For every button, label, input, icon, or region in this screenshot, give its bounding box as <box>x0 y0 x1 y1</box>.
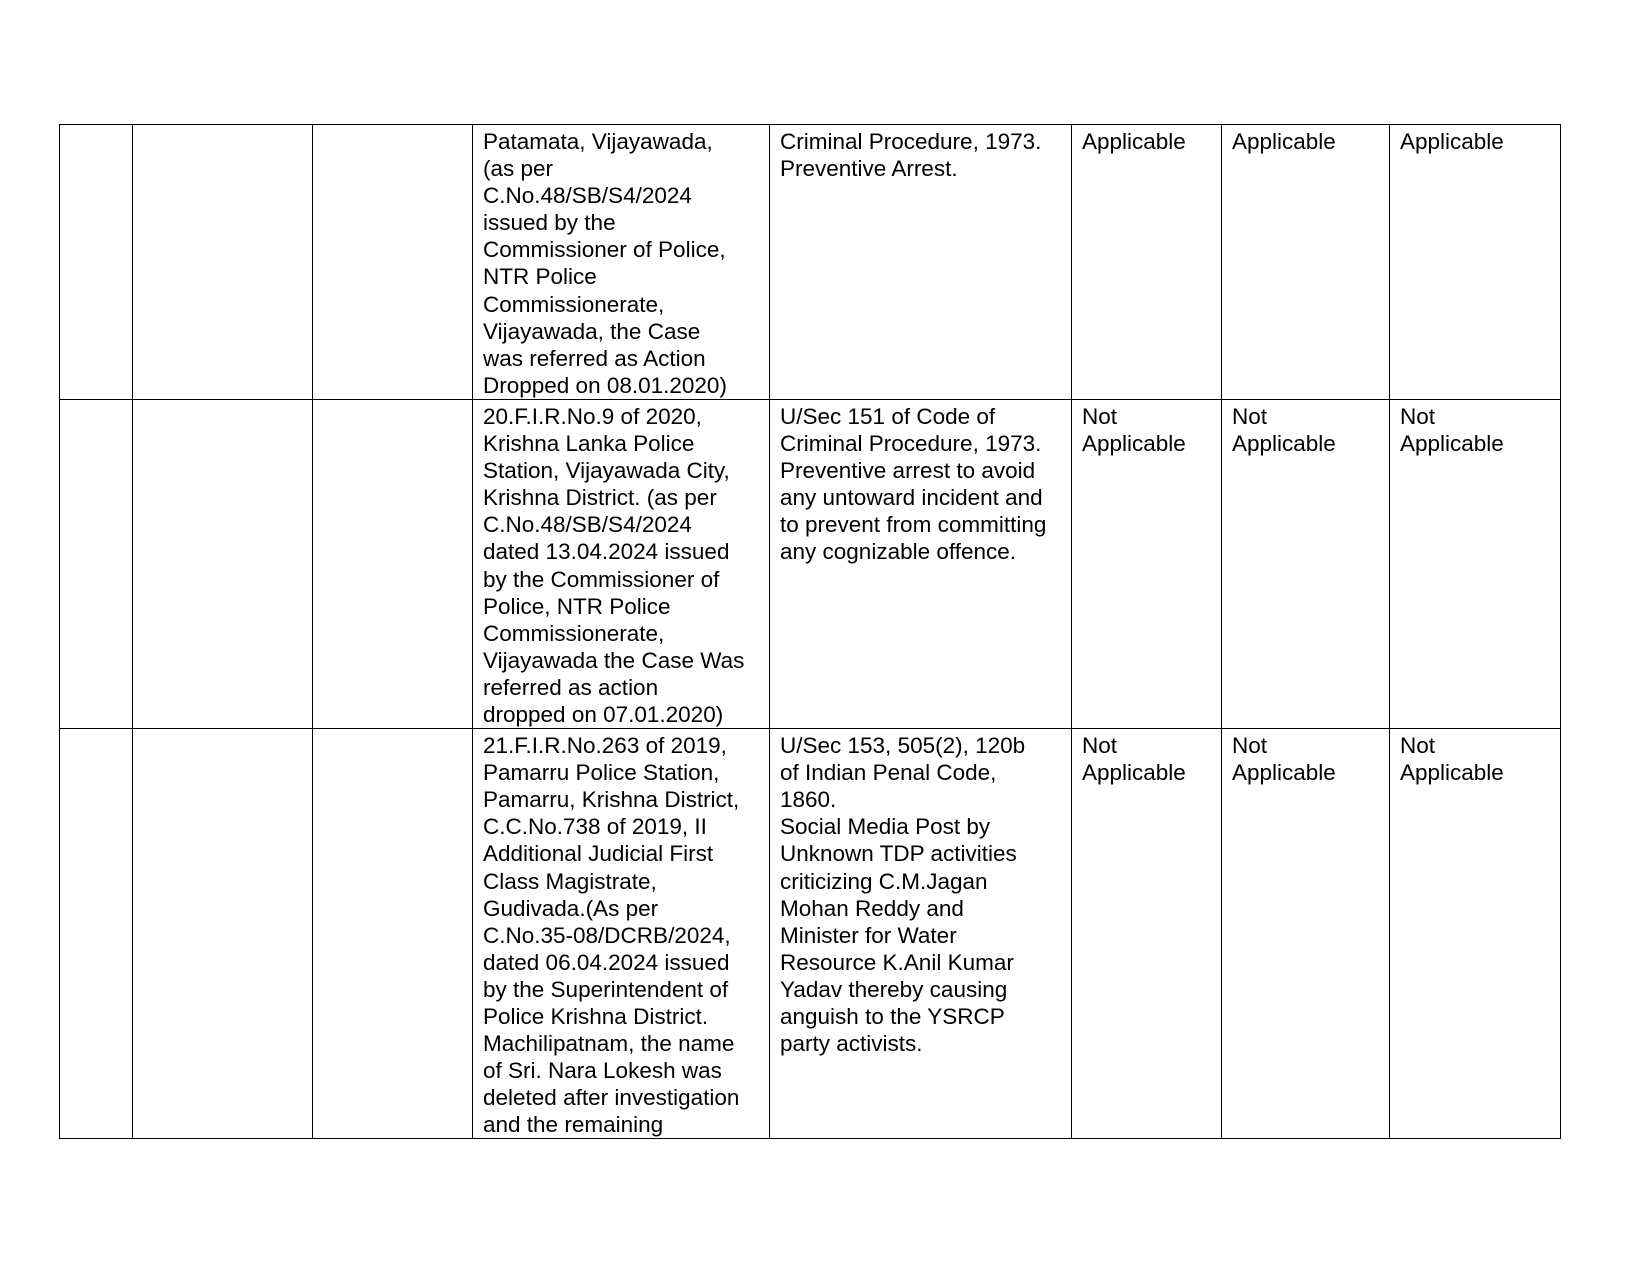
empty-cell <box>133 125 313 400</box>
sections-cell: Criminal Procedure, 1973. Preventive Arrest. <box>770 125 1072 400</box>
empty-cell <box>313 399 473 728</box>
case-details-cell: 21.F.I.R.No.263 of 2019, Pamarru Police Station, Pamarru, Krishna District, C.C.No.738 of 2019, II Additional Judicial First Class Magistrate, Gudivada.(As per C.No.35-08/DCRB/2024, dated 06.04.2024 issued by the Superintendent of Police Krishna District. Machilipatnam, the name of Sri. Nara Lokesh was deleted after investigation and the remaining <box>473 729 770 1139</box>
case-details-cell: 20.F.I.R.No.9 of 2020, Krishna Lanka Police Station, Vijayawada City, Krishna District. (as per C.No.48/SB/S4/2024 dated 13.04.2024 issued by the Commissioner of Police, NTR Police Commissionerate, Vijayawada the Case Was referred as action dropped on 07.01.2020) <box>473 399 770 728</box>
empty-cell <box>60 399 133 728</box>
applicability-cell: Not Applicable <box>1072 729 1222 1139</box>
applicability-cell: Applicable <box>1222 125 1390 400</box>
applicability-cell: Not Applicable <box>1390 729 1561 1139</box>
empty-cell <box>313 125 473 400</box>
empty-cell <box>133 729 313 1139</box>
case-details-table <box>59 124 1561 1139</box>
sections-cell: U/Sec 151 of Code of Criminal Procedure, 1973. Preventive arrest to avoid any untoward incident and to prevent from committing any cognizable offence. <box>770 399 1072 728</box>
applicability-cell: Not Applicable <box>1222 729 1390 1139</box>
applicability-cell: Applicable <box>1072 125 1222 400</box>
empty-cell <box>313 729 473 1139</box>
table-row <box>60 125 1561 400</box>
sections-cell: U/Sec 153, 505(2), 120b of Indian Penal Code, 1860. Social Media Post by Unknown TDP activities criticizing C.M.Jagan Mohan Reddy and Minister for Water Resource K.Anil Kumar Yadav thereby causing anguish to the YSRCP party activists. <box>770 729 1072 1139</box>
case-details-cell: Patamata, Vijayawada, (as per C.No.48/SB/S4/2024 issued by the Commissioner of Police, NTR Police Commissionerate, Vijayawada, the Case was referred as Action Dropped on 08.01.2020) <box>473 125 770 400</box>
empty-cell <box>133 399 313 728</box>
table-row <box>60 399 1561 728</box>
empty-cell <box>60 125 133 400</box>
applicability-cell: Applicable <box>1390 125 1561 400</box>
table-row <box>60 729 1561 1139</box>
applicability-cell: Not Applicable <box>1222 399 1390 728</box>
applicability-cell: Not Applicable <box>1072 399 1222 728</box>
applicability-cell: Not Applicable <box>1390 399 1561 728</box>
empty-cell <box>60 729 133 1139</box>
